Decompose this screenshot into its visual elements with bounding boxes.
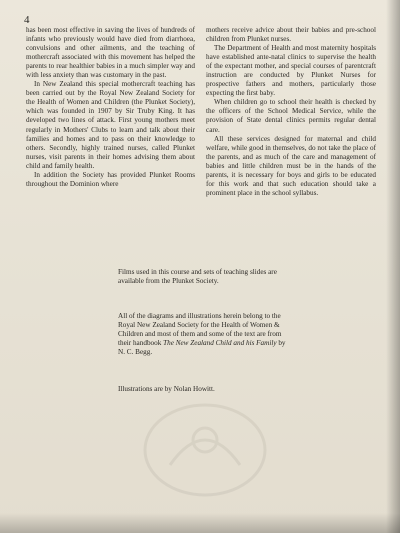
paragraph: All these services designed for maternal and child welfare, while good in themselves, do not take the place of the parents, and as much of the care and management of babies and little children must be in the hands of the parents, it is necessary for boys and girls to be educated for this work and that such education should take a prominent place in the school syllabus.: [206, 134, 376, 197]
paragraph: has been most effective in saving the lives of hundreds of infants who previously would have died from diarrhoea, convulsions and other ailments, and the teaching of mothercraft associated with this movement has helped the parents to rear healthier babies in a much simpler way and with less anxiety than was customary in the past.: [26, 26, 195, 80]
films-note: Films used in this course and sets of teaching slides are available from the Plunket Society.: [118, 268, 277, 285]
left-text-column: [26, 26, 195, 189]
handbook-title: The New Zealand Child and his Family: [163, 339, 277, 347]
paragraph: The Department of Health and most maternity hospitals have established ante-natal clinics to supervise the health of the expectant mother, and special courses of parentcraft instruction are conducted by Plunket Nurses for prospective fathers and mothers, particularly those expecting the first baby.: [206, 44, 376, 98]
handbook-author: by N. C. Begg.: [118, 339, 286, 356]
credits-note: [118, 312, 286, 357]
right-text-column: [206, 26, 376, 198]
page-number: 4: [24, 14, 30, 26]
credits-intro: All of the diagrams and illustrations herein belong to the Royal New Zealand Society for the Health of Women & Children and most of them and some of the text are from their handbook: [118, 312, 282, 347]
faint-emblem-watermark: [130, 395, 280, 505]
page-edge-shadow: [386, 0, 400, 533]
paragraph: mothers receive advice about their babies and pre-school children from Plunket nurses.: [206, 26, 376, 44]
paragraph: In addition the Society has provided Plunket Rooms throughout the Dominion where: [26, 170, 195, 188]
illustrations-credit: Illustrations are by Nolan Howitt.: [118, 385, 215, 393]
page-bottom-shadow: [0, 513, 400, 533]
paragraph: When children go to school their health is checked by the officers of the School Medical Service, while the provision of State dental clinics permits regular dental care.: [206, 98, 376, 134]
paragraph: In New Zealand this special mothercraft teaching has been carried out by the Royal New Zealand Society for the Health of Women and Children (the Plunket Society), which was founded in 1907 by Sir Truby King. It has developed two lines of attack. First young mothers meet regularly in Mothers' Clubs to learn and talk about their families and homes and to pass on their knowledge to others. Secondly, highly trained nurses, called Plunket nurses, visit parents in their homes advising them about child and family health.: [26, 80, 195, 170]
